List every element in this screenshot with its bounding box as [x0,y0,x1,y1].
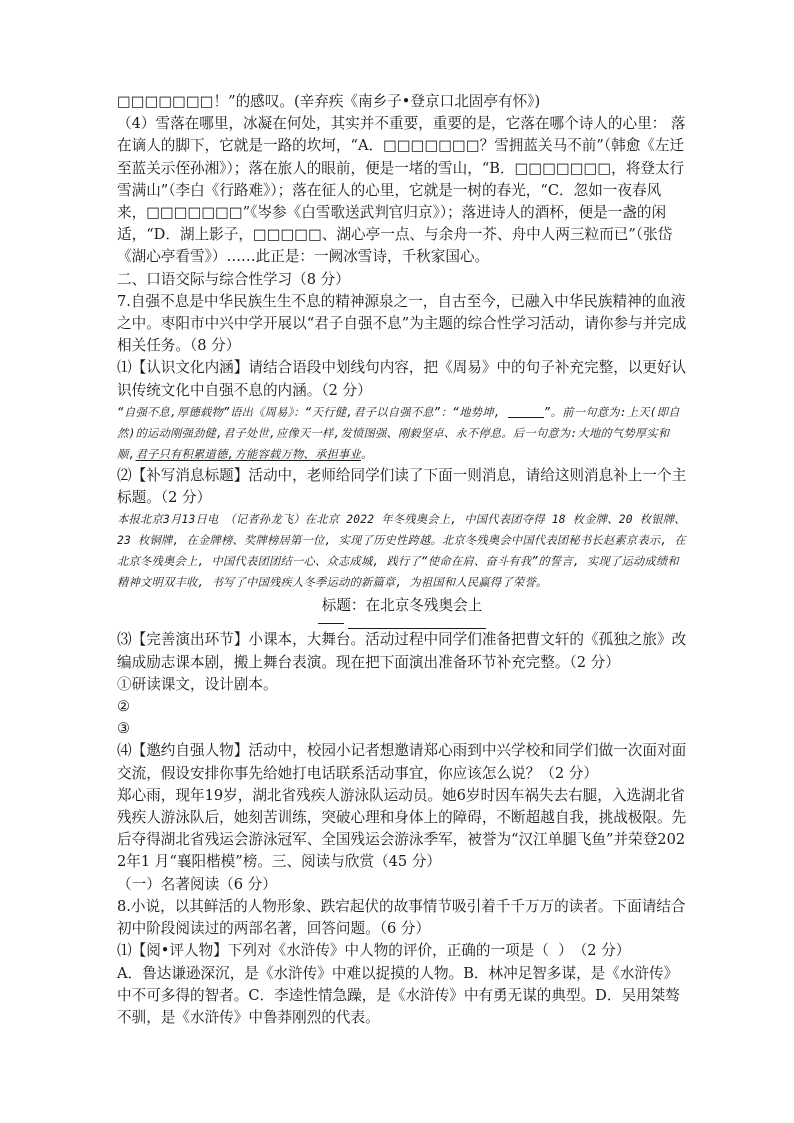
question-8-1-options: A．鲁达谦逊深沉，是《水浒传》中难以捉摸的人物。B．林冲足智多谋，是《水浒传》中不可多得的智者。C．李逵性情急躁，是《水浒传》中有勇无谋的典型。D．吴用桀骜不驯，是《水浒传》中鲁莽刚烈的代表。 [117,964,680,1026]
section-3-1-heading: （一）名著阅读（6 分） [117,875,277,893]
zheng-xinyu-profile: 郑心雨，现年19岁，湖北省残疾人游泳队运动员。她6岁时因车祸失去右腿，入选湖北省残疾人游泳队后，她刻苦训练，突破心理和身体上的障碍，不断超越自我，挑战极限。先后夺得湖北省残运会游泳冠军、全国残运会游泳季军，被誉为“汉江单腿飞鱼”并荣登2022年1 月“襄阳楷模”榜。三、阅读与欣赏（45 分） [117,786,687,871]
zhouyi-text-d: 。 [360,447,373,461]
step-2: ② [117,698,131,716]
zhouyi-text-a: “自强不息,厚德载物”语出《周易》：“天行健,君子以自强不息”：“地势坤, [117,405,508,419]
zhouyi-text-b: ”。前一句意为:上天(即自然)的运动刚强劲健,君子处世,应像天一样,发愤图强、刚毅坚卓、永不停息。后一句意为:大地的气势厚实和顺, [117,405,680,461]
step-3: ③ [117,720,131,738]
headline-prompt: 标题：在北京冬残奥会上 [321,597,483,615]
poem-line-end: □□□□□□□！”的感叹。(辛弃疾《南乡子•登京口北固亭有怀》) [117,93,541,110]
question-7-4: ⑷【邀约自强人物】活动中，校园小记者想邀请郑心雨到中兴学校和同学们做一次面对面交流，假设安排你事先给她打电话联系活动事宜，你应该怎么说？（2 分） [117,742,687,782]
question-7-1: ⑴【认识文化内涵】请结合语段中划线句内容，把《周易》中的句子补充完整，以更好认识传统文化中自强不息的内涵。（2 分） [117,359,687,399]
section-2-heading: 二、口语交际与综合性学习（8 分） [117,270,350,288]
question-7-2: ⑵【补写消息标题】活动中，老师给同学们读了下面一则消息，请给这则消息补上一个主标题。（2 分） [117,466,687,507]
zhouyi-passage [117,402,687,465]
step-1: ①研读课文，设计剧本。 [117,675,278,693]
question-7-3: ⑶【完善演出环节】小课本，大舞台。活动过程中同学们准备把曹文轩的《孤独之旅》改编成励志课本剧，搬上舞台表演。现在把下面演出准备环节补充完整。（2 分） [117,631,687,671]
exam-page [117,91,687,1029]
question-8-1: ⑴【阅•评人物】下列对《水浒传》中人物的评价，正确的一项是（ ） （2 分） [117,942,631,960]
headline-answer-blank[interactable] [318,617,486,629]
news-report: 本报北京3月13日电 （记者孙龙飞）在北京 2022 年冬残奥会上, 中国代表团夺得 18 枚金牌、20 枚银牌、23 枚铜牌, 在金牌榜、奖牌榜居第一位, 实现了历史性跨越。北京冬残奥会中国代表团秘书长赵素京表示, 在北京冬残奥会上, 中国代表团团结一心、众志成城, 践行了“使命在肩、奋斗有我”的誓言, 实现了运动成绩和精神文明双丰收, 书写了中国残疾人冬季运动的新篇章, 为祖国和人民赢得了荣誉。 [117,513,686,590]
question-8-intro: 8.小说，以其鲜活的人物形象、跌宕起伏的故事情节吸引着千千万万的读者。下面请结合初中阶段阅读过的两部名著，回答问题。（6 分） [117,897,686,938]
question-6-4: （4）雪落在哪里，冰凝在何处，其实并不重要，重要的是，它落在哪个诗人的心里： 落在谪人的脚下，它就是一路的坎坷，“A．□□□□□□□？雪拥蓝关马不前”（韩愈《左迁至蓝关示侄孙湘》）；落在旅人的眼前，便是一堵的雪山，“B．□□□□□□□，将登太行雪满山”（李白《行路难》）；落在征人的心里，它就是一树的春光，“C．忽如一夜春风来，□□□□□□□”《岑参《白雪歌送武判官归京》）；落进诗人的酒杯，便是一盏的闲适，“D．湖上影子，□□□□□、湖心亭一点、与余舟一芥、舟中人两三粒而已”（张岱《湖心亭看雪》）……此正是：一阙冰雪诗，千秋家国心。 [117,115,686,266]
underlined-sentence: 君子只有积累道德,方能容载万物、承担事业 [135,447,361,461]
question-7-intro: 7.自强不息是中华民族生生不息的精神源泉之一，自古至今，已融入中华民族精神的血液之中。枣阳市中兴中学开展以“君子自强不息”为主题的综合性学习活动，请你参与并完成相关任务。（8 分） [117,292,687,355]
answer-blank[interactable] [508,403,544,418]
